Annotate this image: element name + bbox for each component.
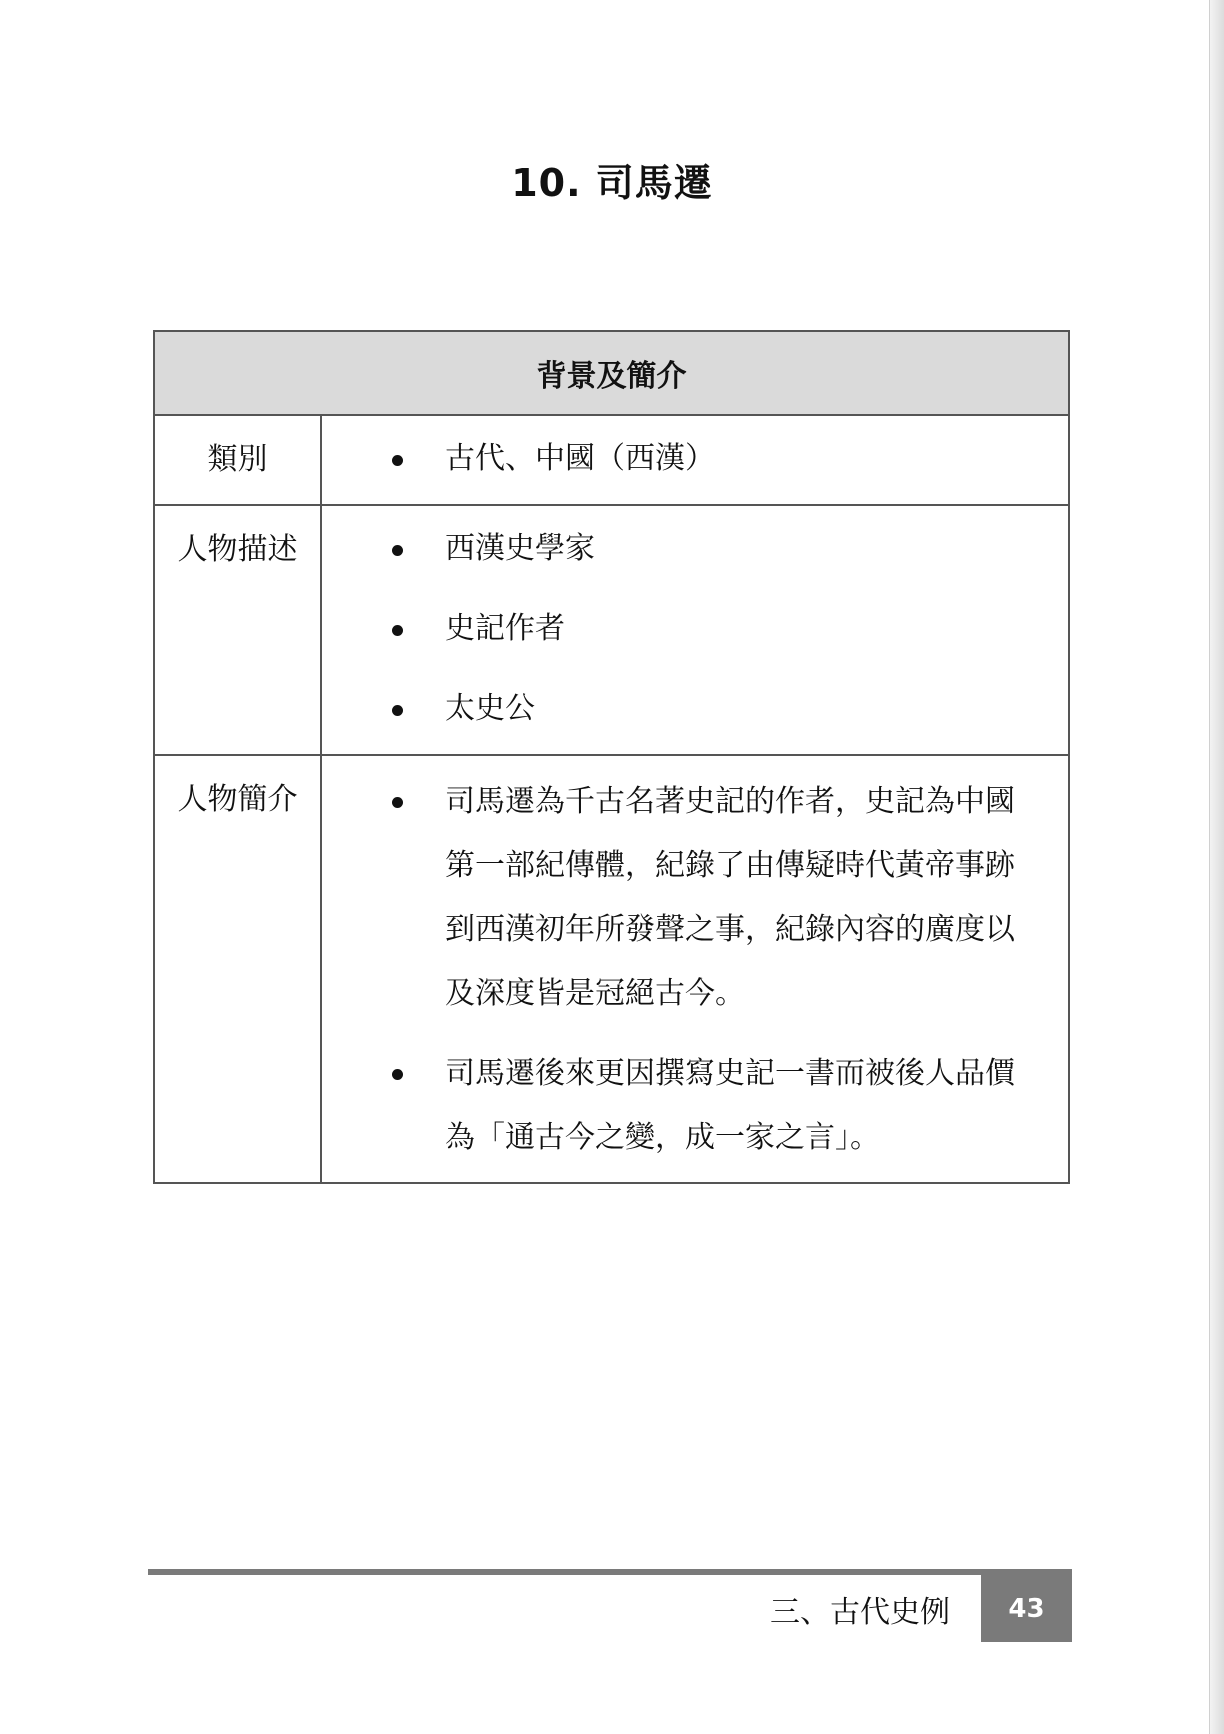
page-title: 10. 司馬遷 [511, 161, 713, 205]
footer-rule [148, 1569, 1072, 1575]
table-row-description [154, 505, 1069, 755]
page-edge-shadow [1209, 0, 1224, 1734]
list-item: 古代、中國（西漢） [322, 428, 1028, 490]
list-item: 西漢史學家 [322, 518, 1028, 580]
row-content-biography [321, 755, 1069, 1183]
list-item: 司馬遷為千古名著史記的作者，史記為中國第一部紀傳體，紀錄了由傳疑時代黃帝事跡到西漢初年所發聲之事，紀錄內容的廣度以及深度皆是冠絕古今。 [322, 770, 1028, 1026]
row-label-description: 人物描述 [154, 505, 321, 755]
list-item: 太史公 [322, 678, 1028, 740]
table-row-category [154, 415, 1069, 505]
row-content-category [321, 415, 1069, 505]
table-row-biography [154, 755, 1069, 1183]
table-header: 背景及簡介 [154, 331, 1069, 415]
row-label-category: 類別 [154, 415, 321, 505]
background-table [153, 330, 1070, 1184]
table-header-row [154, 331, 1069, 415]
footer-section-title: 三、古代史例 [770, 1595, 950, 1630]
page-number: 43 [981, 1575, 1072, 1642]
row-content-description [321, 505, 1069, 755]
list-item: 司馬遷後來更因撰寫史記一書而被後人品價為「通古今之變，成一家之言」。 [322, 1042, 1028, 1170]
row-label-biography: 人物簡介 [154, 755, 321, 1183]
list-item: 史記作者 [322, 598, 1028, 660]
